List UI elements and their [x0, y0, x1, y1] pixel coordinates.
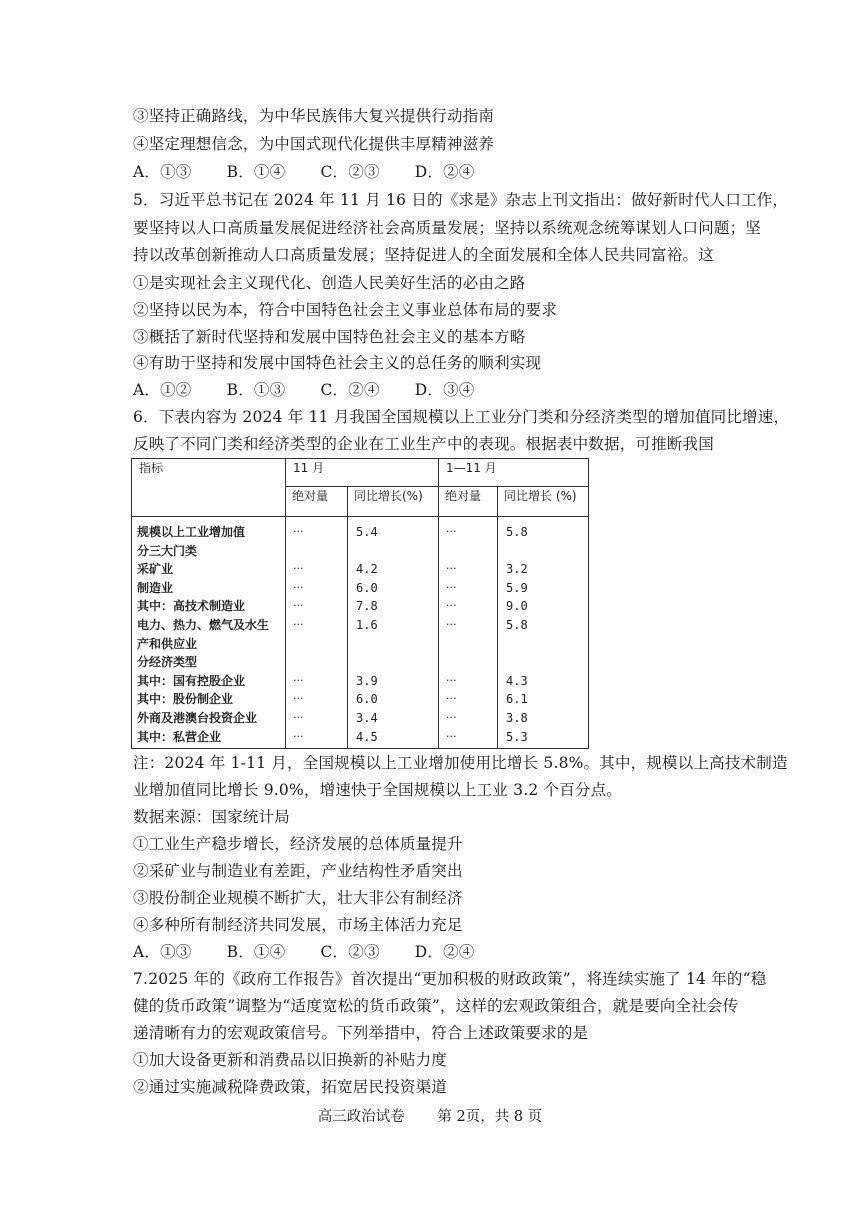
indicator-column — [132, 517, 286, 749]
yoy-nov-cell — [348, 542, 438, 561]
abs-nov-cell: ··· — [293, 525, 304, 538]
q4-option-a: A．①③ — [133, 163, 192, 181]
subheader-yoy-jan-nov: 同比增长 (%) — [498, 487, 589, 517]
page-footer — [0, 1106, 860, 1128]
abs-jan-nov-cell: ··· — [446, 673, 457, 687]
q5-options — [133, 377, 733, 403]
q6-item-3: ③股份制企业规模不断扩大，壮大非公有制经济 — [133, 889, 463, 907]
q4-option-b: B．①④ — [226, 163, 286, 181]
yoy-nov-cell — [348, 635, 438, 654]
q4-item-4: ④坚定理想信念，为中国式现代化提供丰厚精神滋养 — [133, 135, 495, 153]
yoy-nov-cell: 3.4 — [356, 710, 378, 725]
abs-nov-cell — [286, 653, 347, 672]
q5-item-3: ③概括了新时代坚持和发展中国特色社会主义的基本方略 — [133, 328, 526, 346]
indicator-cell: 其中：私营企业 — [137, 729, 222, 744]
q6-item-2: ②采矿业与制造业有差距，产业结构性矛盾突出 — [133, 862, 463, 880]
yoy-jan-nov-cell: 6.1 — [506, 692, 528, 707]
abs-jan-nov-cell — [439, 635, 497, 654]
q5-stem-line-2: 要坚持以人口高质量发展促进经济社会高质量发展；坚持以系统观念统筹谋划人口问题；坚 — [133, 219, 762, 237]
footer-page-number: 第 2页，共 8 页 — [437, 1109, 543, 1125]
q5-item-2: ②坚持以民为本，符合中国特色社会主义事业总体布局的要求 — [133, 301, 557, 319]
abs-jan-nov-cell: ··· — [446, 729, 457, 743]
yoy-nov-column — [348, 517, 439, 749]
subheader-yoy-nov: 同比增长(%) — [348, 487, 439, 517]
q5-option-b: B．①③ — [226, 381, 286, 399]
header-jan-nov: 1—11 月 — [439, 459, 589, 487]
q7-stem-line-3: 递清晰有力的宏观政策信号。下列举措中，符合上述政策要求的是 — [133, 1024, 589, 1042]
abs-jan-nov-cell: ··· — [446, 580, 457, 594]
q5-option-d: D．③④ — [414, 381, 475, 399]
indicator-cell: 其中：高技术制造业 — [137, 599, 246, 614]
q6-source: 数据来源：国家统计局 — [133, 808, 291, 826]
yoy-jan-nov-cell: 4.3 — [506, 673, 528, 688]
indicator-cell: 其中：股份制企业 — [137, 692, 234, 707]
yoy-jan-nov-cell — [498, 542, 588, 561]
q5-option-c: C．②④ — [320, 381, 380, 399]
yoy-nov-cell: 6.0 — [356, 692, 378, 707]
abs-jan-nov-cell: ··· — [446, 617, 457, 631]
q5-stem-line-3: 持以改革创新推动人口高质量发展；坚持促进人的全面发展和全体人民共同富裕。这 — [133, 246, 714, 264]
abs-nov-cell — [286, 542, 347, 561]
indicator-cell: 分三大门类 — [137, 543, 198, 558]
indicator-cell: 外商及港澳台投资企业 — [137, 710, 258, 725]
q5-stem-line-1: 5．习近平总书记在 2024 年 11 月 16 日的《求是》杂志上刊文指出：做好新时代人口工作， — [133, 191, 789, 209]
q5-item-1: ①是实现社会主义现代化、创造人民美好生活的必由之路 — [133, 274, 526, 292]
q7-stem-line-1: 7.2025 年的《政府工作报告》首次提出“更加积极的财政政策”，将连续实施了 14 年的“稳 — [133, 970, 767, 988]
abs-jan-nov-cell: ··· — [446, 692, 457, 706]
yoy-nov-cell: 6.0 — [356, 580, 378, 595]
indicator-cell: 分经济类型 — [137, 655, 198, 670]
abs-jan-nov-cell: ··· — [446, 710, 457, 724]
indicator-cell: 产和供应业 — [137, 636, 198, 651]
abs-jan-nov-cell — [439, 653, 497, 672]
abs-nov-cell — [286, 635, 347, 654]
indicator-cell: 规模以上工业增加值 — [137, 525, 246, 539]
yoy-jan-nov-cell: 5.8 — [506, 617, 528, 632]
abs-nov-cell: ··· — [293, 673, 304, 687]
subheader-abs-jan-nov: 绝对量 — [439, 487, 498, 517]
yoy-jan-nov-cell — [498, 653, 588, 672]
yoy-jan-nov-cell: 5.8 — [506, 525, 528, 539]
abs-nov-cell: ··· — [293, 580, 304, 594]
yoy-nov-cell: 1.6 — [356, 617, 378, 632]
yoy-jan-nov-cell: 5.9 — [506, 580, 528, 595]
yoy-nov-cell — [348, 653, 438, 672]
subheader-abs-nov: 绝对量 — [286, 487, 348, 517]
q6-item-4: ④多种所有制经济共同发展，市场主体活力充足 — [133, 916, 463, 934]
yoy-jan-nov-cell: 5.3 — [506, 729, 528, 744]
q7-stem-line-2: 健的货币政策”调整为“适度宽松的货币政策”，这样的宏观政策组合，就是要向全社会传 — [133, 997, 739, 1015]
indicator-cell: 制造业 — [137, 580, 174, 595]
yoy-jan-nov-cell: 3.2 — [506, 562, 528, 577]
abs-jan-nov-cell: ··· — [446, 525, 457, 538]
q6-option-d: D．②④ — [414, 943, 475, 961]
q6-option-c: C．②③ — [320, 943, 380, 961]
q4-option-c: C．②③ — [320, 163, 380, 181]
abs-jan-nov-column — [439, 517, 498, 749]
q4-options — [133, 159, 733, 185]
q6-stem-line-1: 6．下表内容为 2024 年 11 月我国全国规模以上工业分门类和分经济类型的增加值同比增速， — [133, 408, 790, 426]
q6-note-line-2: 业增加值同比增长 9.0%，增速快于全国规模以上工业 3.2 个百分点。 — [133, 781, 623, 799]
abs-nov-cell: ··· — [293, 562, 304, 576]
abs-nov-cell: ··· — [293, 599, 304, 613]
abs-nov-cell: ··· — [293, 617, 304, 631]
abs-nov-cell: ··· — [293, 692, 304, 706]
abs-jan-nov-cell: ··· — [446, 562, 457, 576]
q7-item-1: ①加大设备更新和消费品以旧换新的补贴力度 — [133, 1051, 448, 1069]
indicator-cell: 电力、热力、燃气及水生 — [137, 617, 270, 632]
q7-item-2: ②通过实施减税降费政策，拓宽居民投资渠道 — [133, 1078, 448, 1096]
yoy-nov-cell: 4.2 — [356, 562, 378, 577]
yoy-jan-nov-cell: 3.8 — [506, 710, 528, 725]
industry-growth-table — [131, 458, 589, 749]
yoy-jan-nov-cell — [498, 635, 588, 654]
q4-option-d: D．②④ — [414, 163, 475, 181]
yoy-nov-cell: 7.8 — [356, 599, 378, 614]
header-indicator: 指标 — [132, 459, 286, 517]
header-november: 11 月 — [286, 459, 439, 487]
abs-nov-cell: ··· — [293, 710, 304, 724]
abs-jan-nov-cell: ··· — [446, 599, 457, 613]
q5-option-a: A．①② — [133, 381, 192, 399]
abs-nov-cell: ··· — [293, 729, 304, 743]
q5-item-4: ④有助于坚持和发展中国特色社会主义的总任务的顺利实现 — [133, 354, 542, 372]
q4-item-3: ③坚持正确路线，为中华民族伟大复兴提供行动指南 — [133, 107, 495, 125]
q6-stem-line-2: 反映了不同门类和经济类型的企业在工业生产中的表现。根据表中数据，可推断我国 — [133, 435, 714, 453]
q6-item-1: ①工业生产稳步增长，经济发展的总体质量提升 — [133, 835, 463, 853]
footer-exam-title: 高三政治试卷 — [317, 1109, 405, 1125]
abs-nov-column — [286, 517, 348, 749]
yoy-jan-nov-column — [498, 517, 589, 749]
yoy-nov-cell: 4.5 — [356, 729, 378, 744]
yoy-nov-cell: 5.4 — [356, 525, 378, 539]
q6-options — [133, 939, 733, 965]
indicator-cell: 采矿业 — [137, 562, 174, 577]
yoy-jan-nov-cell: 9.0 — [506, 599, 528, 614]
abs-jan-nov-cell — [439, 542, 497, 561]
indicator-cell: 其中：国有控股企业 — [137, 673, 246, 688]
yoy-nov-cell: 3.9 — [356, 673, 378, 688]
q6-note-line-1: 注：2024 年 1-11 月，全国规模以上工业增加使用比增长 5.8%。其中，规模以上高技术制造 — [133, 754, 788, 772]
q6-option-b: B．①④ — [226, 943, 286, 961]
q6-option-a: A．①③ — [133, 943, 192, 961]
